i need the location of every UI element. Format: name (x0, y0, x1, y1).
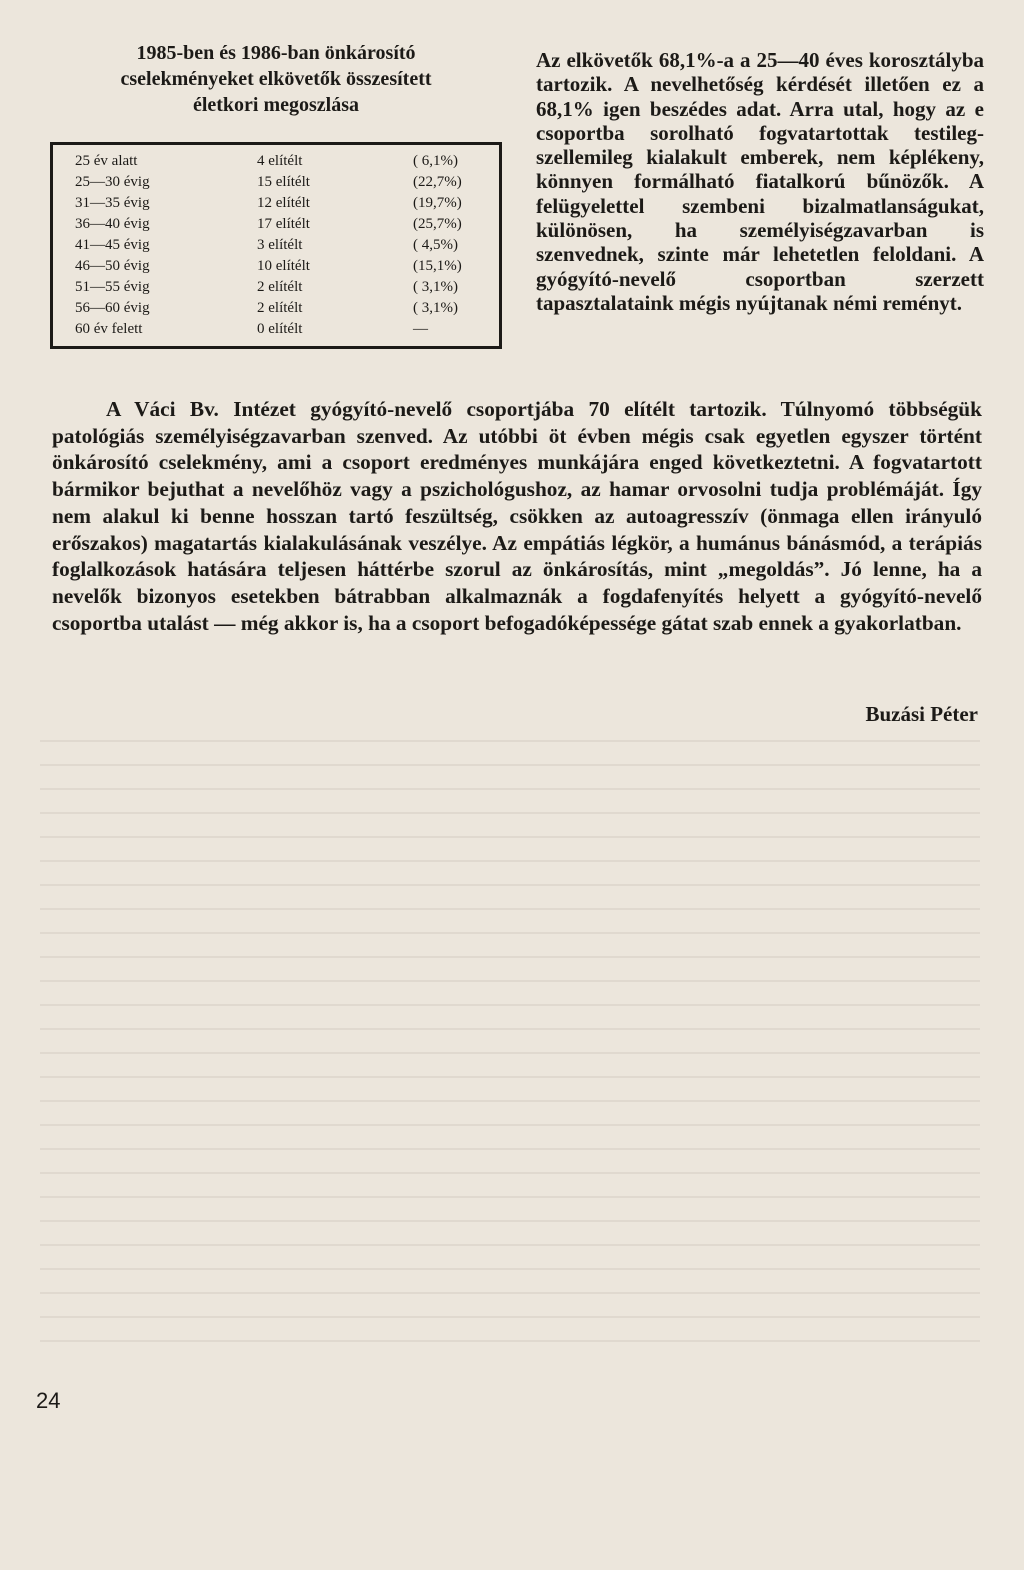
ghost-line (40, 1196, 980, 1198)
percent-cell: (19,7%) (413, 195, 462, 211)
ghost-line (40, 764, 980, 766)
table-title (50, 40, 502, 118)
main-paragraph: A Váci Bv. Intézet gyógyító-nevelő csoportjába 70 elítélt tartozik. Túlnyomó többségük patológiás személyiségzavarban szenved. Az utóbbi öt évben mégis csak egyetlen egyszer történt önkárosító cselekmény, ami a csoport eredményes munkájára enged következtetni. A fogvatartott bármikor bejuthat a nevelőhöz vagy a pszichológushoz, az hamar orvosolni tudja problémáját. Így nem alakul ki benne hosszan tartó feszültség, csökken az autoagresszív (önmaga ellen irányuló erőszakos) magatartás kialakulásának veszélye. Az empátiás légkör, a humánus bánásmód, a terápiás foglalkozások hatására teljesen háttérbe szorul az önkárosítás, mint „megoldás”. Jó lenne, ha a nevelők bizonyos esetekben bátrabban alkalmaznák a fogdafenyítés helyett a gyógyító-nevelő csoportba utalást — még akkor is, ha a csoport befogadóképessége gátat szab ennek a gyakorlatban. (52, 397, 982, 635)
count-cell: 17 elítélt (257, 216, 310, 232)
count-cell: 12 elítélt (257, 195, 310, 211)
table-row (53, 172, 499, 193)
age-cell: 56—60 évig (75, 300, 150, 316)
ghost-line (40, 1172, 980, 1174)
ghost-line (40, 836, 980, 838)
table-frame (50, 142, 502, 349)
ghost-line (40, 908, 980, 910)
ghost-line (40, 1028, 980, 1030)
ghost-line (40, 1244, 980, 1246)
table-row (53, 319, 499, 340)
ghost-line (40, 1004, 980, 1006)
percent-cell: — (413, 321, 428, 337)
ghost-line (40, 1100, 980, 1102)
table-title-line: cselekményeket elkövetők összesített (120, 68, 432, 90)
ghost-line (40, 884, 980, 886)
ghost-line (40, 788, 980, 790)
table-row (53, 256, 499, 277)
ghost-line (40, 1292, 980, 1294)
bleed-through-background (40, 740, 980, 1364)
ghost-line (40, 1316, 980, 1318)
ghost-line (40, 932, 980, 934)
age-cell: 31—35 évig (75, 195, 150, 211)
ghost-line (40, 812, 980, 814)
table-title-line: életkori megoszlása (192, 94, 360, 116)
count-cell: 4 elítélt (257, 153, 303, 169)
percent-cell: ( 3,1%) (413, 279, 458, 295)
count-cell: 2 elítélt (257, 300, 303, 316)
percent-cell: (15,1%) (413, 258, 462, 274)
table-row (53, 277, 499, 298)
age-cell: 41—45 évig (75, 237, 150, 253)
percent-cell: ( 6,1%) (413, 153, 458, 169)
count-cell: 3 elítélt (257, 237, 303, 253)
author-signature: Buzási Péter (865, 702, 978, 726)
age-cell: 25—30 évig (75, 174, 150, 190)
ghost-line (40, 1268, 980, 1270)
ghost-line (40, 980, 980, 982)
main-text (52, 396, 982, 636)
table-title-line: 1985-ben és 1986-ban önkárosító (136, 42, 416, 64)
ghost-line (40, 1340, 980, 1342)
ghost-line (40, 956, 980, 958)
percent-cell: (22,7%) (413, 174, 462, 190)
table-row (53, 298, 499, 319)
table-row (53, 193, 499, 214)
ghost-line (40, 1148, 980, 1150)
page-number: 24 (36, 1388, 61, 1413)
age-cell: 51—55 évig (75, 279, 150, 295)
ghost-line (40, 1220, 980, 1222)
percent-cell: ( 4,5%) (413, 237, 458, 253)
count-cell: 10 elítélt (257, 258, 310, 274)
count-cell: 2 elítélt (257, 279, 303, 295)
age-distribution-table (50, 40, 502, 349)
right-column-paragraph: Az elkövetők 68,1%-a a 25—40 éves korosztályba tartozik. A nevelhetőség kérdését illetően ez a 68,1% igen beszédes adat. Arra utal, hogy az e csoportba sorolható fogvatartottak testileg-szellemileg kialakult emberek, nem képlékeny, könnyen formálható fiatalkorú bűnözők. A felügyelettel szembeni bizalmatlanságukat, különösen, ha személyiségzavarban is szenvednek, szinte már lehetetlen feloldani. A gyógyító-nevelő csoportban szerzett tapasztalataink mégis nyújtanak némi reményt. (536, 48, 984, 315)
table-row (53, 235, 499, 256)
percent-cell: ( 3,1%) (413, 300, 458, 316)
percent-cell: (25,7%) (413, 216, 462, 232)
count-cell: 15 elítélt (257, 174, 310, 190)
count-cell: 0 elítélt (257, 321, 303, 337)
age-cell: 25 év alatt (75, 153, 138, 169)
ghost-line (40, 1052, 980, 1054)
table-row (53, 214, 499, 235)
age-cell: 36—40 évig (75, 216, 150, 232)
ghost-line (40, 740, 980, 742)
ghost-line (40, 1124, 980, 1126)
right-column (536, 48, 984, 315)
ghost-line (40, 860, 980, 862)
ghost-line (40, 1076, 980, 1078)
table-row (53, 151, 499, 172)
age-cell: 46—50 évig (75, 258, 150, 274)
age-cell: 60 év felett (75, 321, 143, 337)
